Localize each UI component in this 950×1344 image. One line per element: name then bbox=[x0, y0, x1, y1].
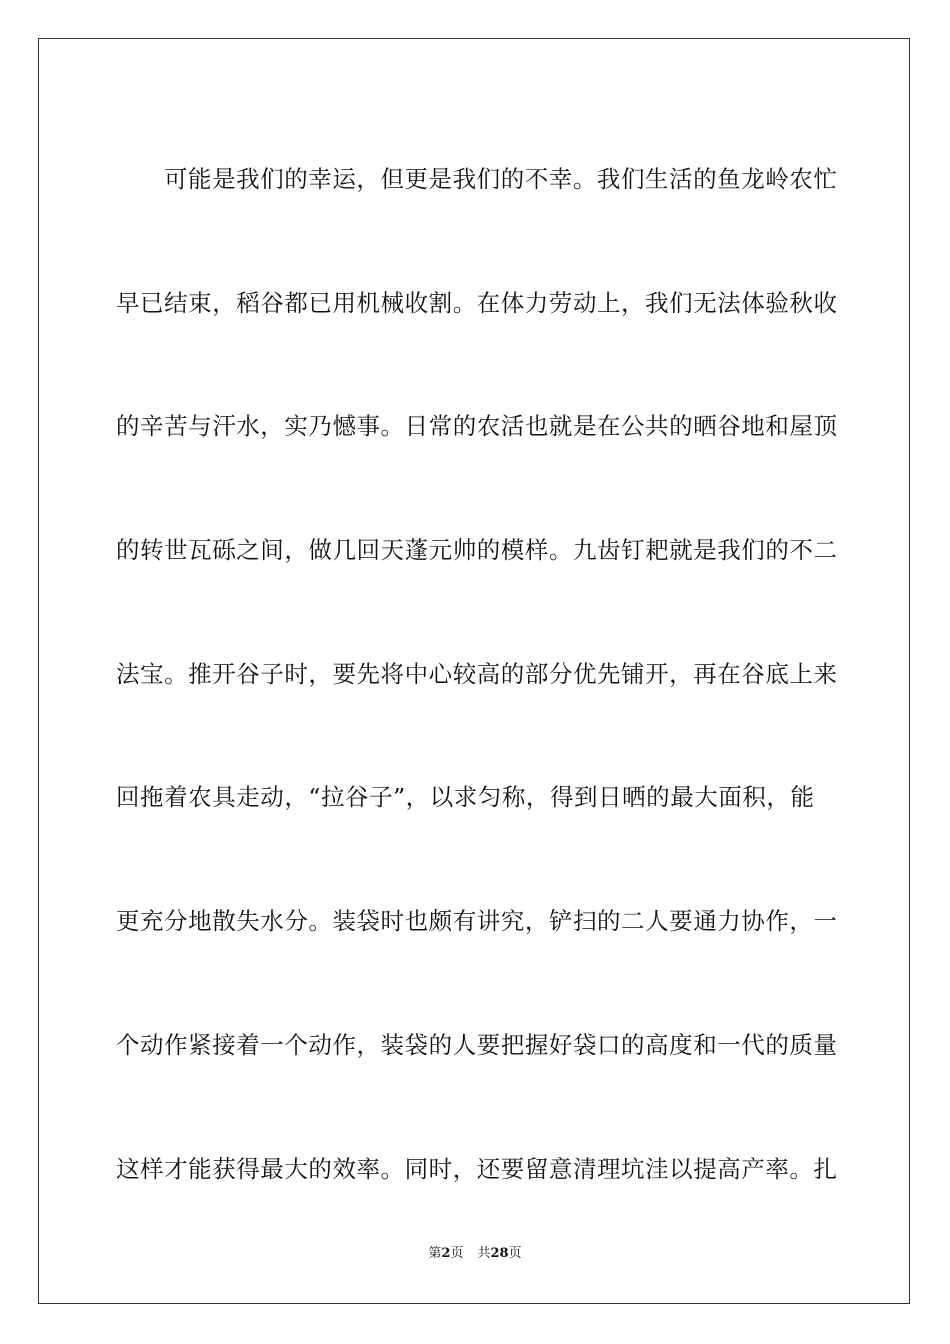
paragraph-line: 个动作紧接着一个动作，装袋的人要把握好袋口的高度和一代的质量 bbox=[116, 1030, 838, 1059]
current-page-number: 2 bbox=[441, 1246, 451, 1261]
paragraph-line: 的转世瓦砾之间，做几回天蓬元帅的模样。九齿钉耙就是我们的不二 bbox=[116, 536, 838, 565]
paragraph-line: 法宝。推开谷子时，要先将中心较高的部分优先铺开，再在谷底上来 bbox=[116, 659, 838, 688]
paragraph-line: 更充分地散失水分。装袋时也颇有讲究，铲扫的二人要通力协作，一 bbox=[116, 907, 838, 936]
document-body bbox=[116, 118, 838, 1231]
paragraph-line: 回拖着农具走动，“拉谷子”，以求匀称，得到日晒的最大面积，能 bbox=[116, 783, 815, 812]
paragraph-line: 可能是我们的幸运，但更是我们的不幸。我们生活的鱼龙岭农忙 bbox=[164, 165, 838, 193]
page-footer bbox=[0, 1245, 950, 1263]
paragraph-line: 这样才能获得最大的效率。同时，还要留意清理坑洼以提高产率。扎 bbox=[116, 1154, 838, 1183]
paragraph-line: 的辛苦与汗水，实乃憾事。日常的农活也就是在公共的晒谷地和屋顶 bbox=[116, 412, 838, 441]
total-pages-label: 共28页 bbox=[477, 1246, 522, 1261]
page-number-label: 第2页 bbox=[428, 1246, 464, 1261]
paragraph-line: 早已结束，稻谷都已用机械收割。在体力劳动上，我们无法体验秋收 bbox=[116, 288, 838, 317]
total-page-count: 28 bbox=[490, 1246, 509, 1261]
